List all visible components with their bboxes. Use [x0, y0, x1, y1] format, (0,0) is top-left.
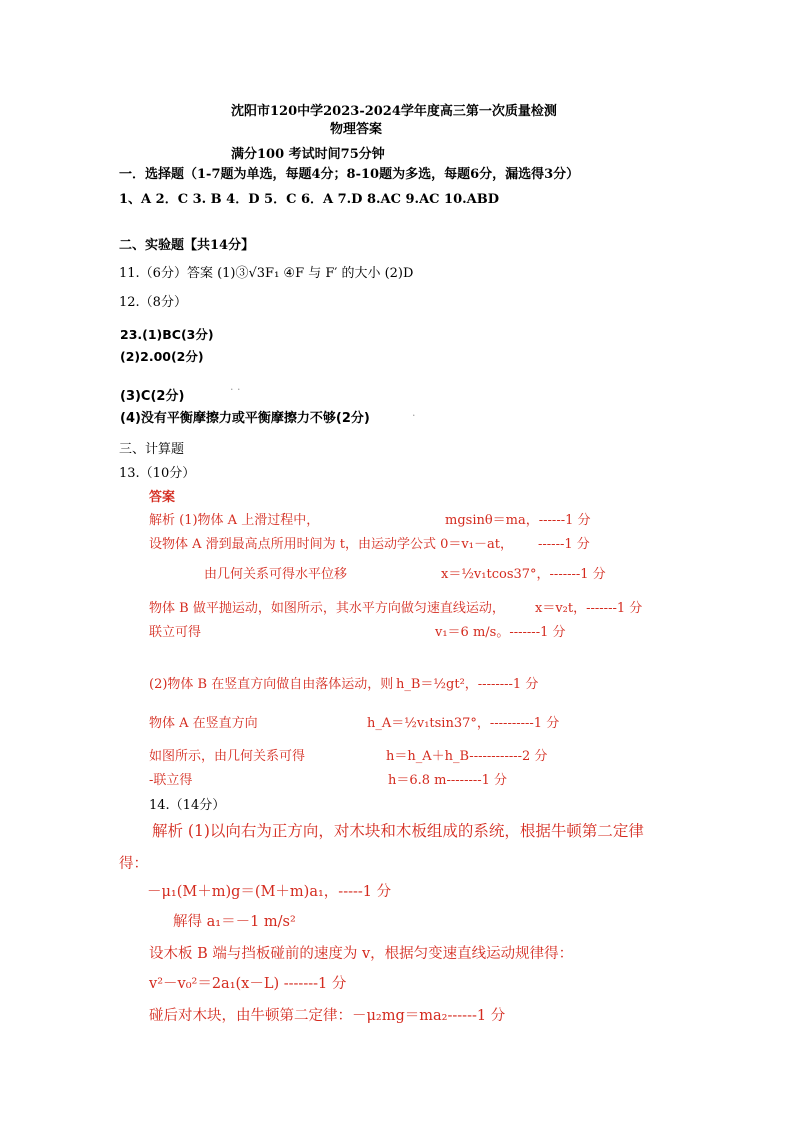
q13-label: 13.（10分） — [119, 466, 196, 481]
q12-line-3: (3)C(2分) — [120, 389, 185, 404]
score-time: 满分100 考试时间75分钟 — [231, 147, 385, 162]
q12-line-2: (2)2.00(2分) — [120, 349, 204, 364]
q14-line-4: 解得 a₁＝－1 m/s² — [173, 914, 296, 930]
q13-line-2: 设物体 A 滑到最高点所用时间为 t，由运动学公式 0＝v₁－at， — [149, 537, 513, 552]
choice-answers: 1、A 2．C 3. B 4．D 5．C 6．A 7.D 8.AC 9.AC 10.ABD — [119, 192, 500, 207]
q13-formula-1: mgsinθ＝ma，------1 分 — [445, 513, 591, 528]
q14-label: 14.（14分） — [149, 798, 226, 813]
q13-formula-4: x＝v₂t，-------1 分 — [535, 601, 643, 616]
answer-label: 答案 — [149, 490, 176, 505]
q11-answer: 11.（6分）答案 (1)③√3F₁ ④F 与 F′ 的大小 (2)D — [119, 266, 414, 281]
q13-formula-6: h_B＝½gt²，--------1 分 — [396, 677, 539, 692]
q14-line-6: v²－v₀²＝2a₁(x－L) -------1 分 — [149, 976, 347, 992]
q14-line-1: 解析 (1)以向右为正方向，对木块和木板组成的系统，根据牛顿第二定律 — [152, 822, 644, 840]
scan-mark: · — [412, 409, 416, 422]
q13-line-5: 联立可得 — [149, 625, 202, 640]
section2-heading: 二、实验题【共14分】 — [119, 238, 255, 253]
q13-formula-2: ------1 分 — [538, 537, 590, 552]
q13-formula-7: h_A＝½v₁tsin37°，----------1 分 — [367, 716, 560, 731]
q13-formula-5: v₁＝6 m/s。-------1 分 — [435, 625, 566, 640]
q13-formula-3: x＝½v₁tcos37°，-------1 分 — [441, 567, 606, 582]
q12-line-4: (4)没有平衡摩擦力或平衡摩擦力不够(2分) — [120, 411, 370, 426]
q13-formula-8: h＝h_A＋h_B------------2 分 — [386, 749, 548, 764]
q13-line-4: 物体 B 做平抛运动，如图所示，其水平方向做匀速直线运动， — [149, 601, 505, 616]
q14-line-5: 设木板 B 端与挡板碰前的速度为 v，根据匀变速直线运动规律得： — [149, 946, 574, 962]
section3-heading: 三、计算题 — [119, 442, 185, 457]
exam-title: 沈阳市120中学2023-2024学年度高三第一次质量检测 — [231, 104, 557, 119]
q13-line-3: 由几何关系可得水平位移 — [204, 567, 348, 582]
answer-subtitle: 物理答案 — [330, 122, 383, 137]
q13-formula-9: h＝6.8 m--------1 分 — [388, 773, 508, 788]
q13-line-9: -联立得 — [149, 773, 193, 788]
q13-line-8: 如图所示，由几何关系可得 — [149, 749, 306, 764]
section1-heading: 一．选择题（1-7题为单选，每题4分；8-10题为多选，每题6分，漏选得3分） — [119, 167, 580, 182]
q13-line-7: 物体 A 在竖直方向 — [149, 716, 258, 731]
q12-label: 12.（8分） — [119, 295, 187, 310]
q12-line-1: 23.(1)BC(3分) — [120, 327, 214, 342]
scan-mark: · · — [230, 383, 241, 396]
q13-line-1: 解析 (1)物体 A 上滑过程中， — [149, 513, 320, 528]
q14-line-7: 碰后对木块，由牛顿第二定律：－μ₂mg＝ma₂------1 分 — [149, 1008, 506, 1024]
q14-line-3: －μ₁(M＋m)g＝(M＋m)a₁，-----1 分 — [147, 884, 392, 900]
q14-line-2: 得： — [119, 856, 148, 872]
q13-line-6: (2)物体 B 在竖直方向做自由落体运动，则 — [149, 677, 394, 692]
